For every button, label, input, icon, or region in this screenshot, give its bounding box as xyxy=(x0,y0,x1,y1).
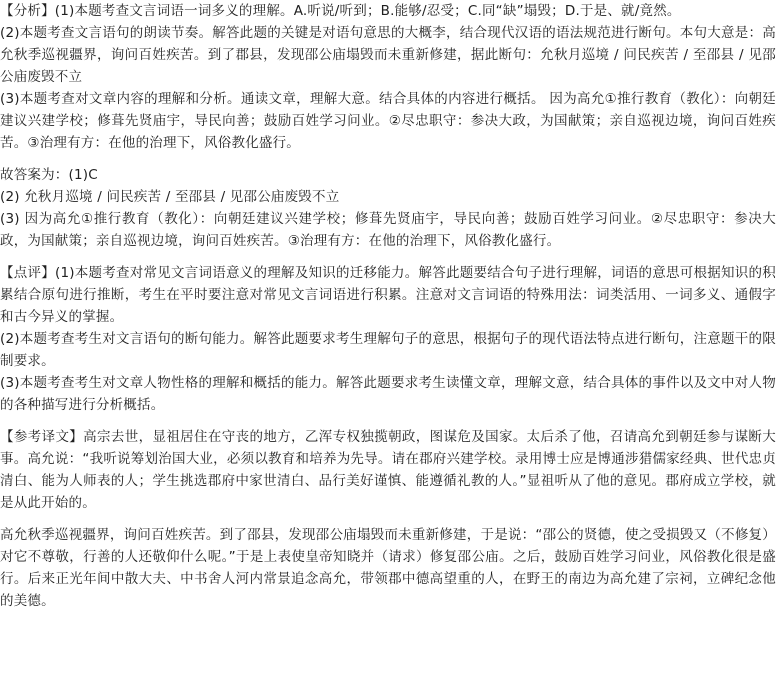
answer-paragraph-2: (2) 允秋月巡境 / 问民疾苦 / 至邵县 / 见邵公庙废毁不立 xyxy=(0,189,340,205)
translation-paragraph-2: 高允秋季巡视疆界，询问百姓疾苦。到了邵县，发现邵公庙塌毁而未重新修建，于是说：“邵公的贤德，使之受损毁又（不修复）对它不尊敬，行善的人还敬仰什么呢。”于是上表使皇帝知晓并（请求）修复邵公庙。之后，鼓励百姓学习问业，风俗教化很是盛行。后来正光年间中散大夫、中书舍人河内常景追念高允，带领郡中德高望重的人，在野王的南边为高允建了宗祠，立碑纪念他的美德。 xyxy=(0,527,776,609)
spacer xyxy=(0,154,776,164)
spacer xyxy=(0,416,776,426)
translation-paragraph-1: 【参考译文】高宗去世，显祖居住在守丧的地方，乙浑专权独揽朝政，图谋危及国家。太后杀了他，召请高允到朝廷参与谋断大事。高允说：“我听说筹划治国大业，必须以教育和培养为先导。请在郡府兴建学校。录用博士应是博通涉猎儒家经典、世代忠贞清白、能为人师表的人；学生挑选郡府中家世清白、品行美好谨慎、能遵循礼教的人。”显祖听从了他的意见。郡府成立学校，就是从此开始的。 xyxy=(0,429,776,511)
translation-section xyxy=(0,426,776,612)
answer-paragraph-3: (3) 因为高允①推行教育（教化）：向朝廷建议兴建学校；修葺先贤庙宇，导民向善；鼓励百姓学习问业。②尽忠职守：参决大政，为国献策；亲自巡视边境，询问百姓疾苦。③治理有方：在他的治理下，风俗教化盛行。 xyxy=(0,211,776,249)
spacer xyxy=(0,514,776,524)
answer-paragraph-1: 故答案为：(1)C xyxy=(0,167,98,183)
comment-paragraph-1: 【点评】(1)本题考查对常见文言词语意义的理解及知识的迁移能力。解答此题要结合句子进行理解，词语的意思可根据知识的积累结合原句进行推断，考生在平时要注意对常见文言词语进行积累。注意对文言词语的特殊用法：词类活用、一词多义、通假字和古今异义的掌握。 xyxy=(0,265,776,325)
comment-paragraph-3: (3)本题考查考生对文章人物性格的理解和概括的能力。解答此题要求考生读懂文章，理解文意，结合具体的事件以及文中对人物的各种描写进行分析概括。 xyxy=(0,375,776,413)
analysis-paragraph-3: (3)本题考查对文章内容的理解和分析。通读文章，理解大意。结合具体的内容进行概括。 因为高允①推行教育（教化）：向朝廷建议兴建学校；修葺先贤庙宇，导民向善；鼓励百姓学习问业。②尽忠职守：参决大政，为国献策；亲自巡视边境，询问百姓疾苦。③治理有方：在他的治理下，风俗教化盛行。 xyxy=(0,91,776,151)
analysis-paragraph-1: 【分析】(1)本题考查文言词语一词多义的理解。A.听说/听到；B.能够/忍受；C.同“缺”塌毁；D.于是、就/竟然。 xyxy=(0,3,681,19)
answer-section xyxy=(0,164,776,252)
analysis-section xyxy=(0,0,776,154)
spacer xyxy=(0,252,776,262)
comment-section xyxy=(0,262,776,416)
comment-paragraph-2: (2)本题考查考生对文言语句的断句能力。解答此题要求考生理解句子的意思，根据句子的现代语法特点进行断句，注意题干的限制要求。 xyxy=(0,331,776,369)
analysis-paragraph-2: (2)本题考查文言语句的朗读节奏。解答此题的关键是对语句意思的大概李，结合现代汉语的语法规范进行断句。本句大意是：高允秋季巡视疆界，询问百姓疾苦。到了郡县，发现邵公庙塌毁而未重新修建，据此断句：允秋月巡境 / 问民疾苦 / 至邵县 / 见邵公庙废毁不立 xyxy=(0,25,776,85)
